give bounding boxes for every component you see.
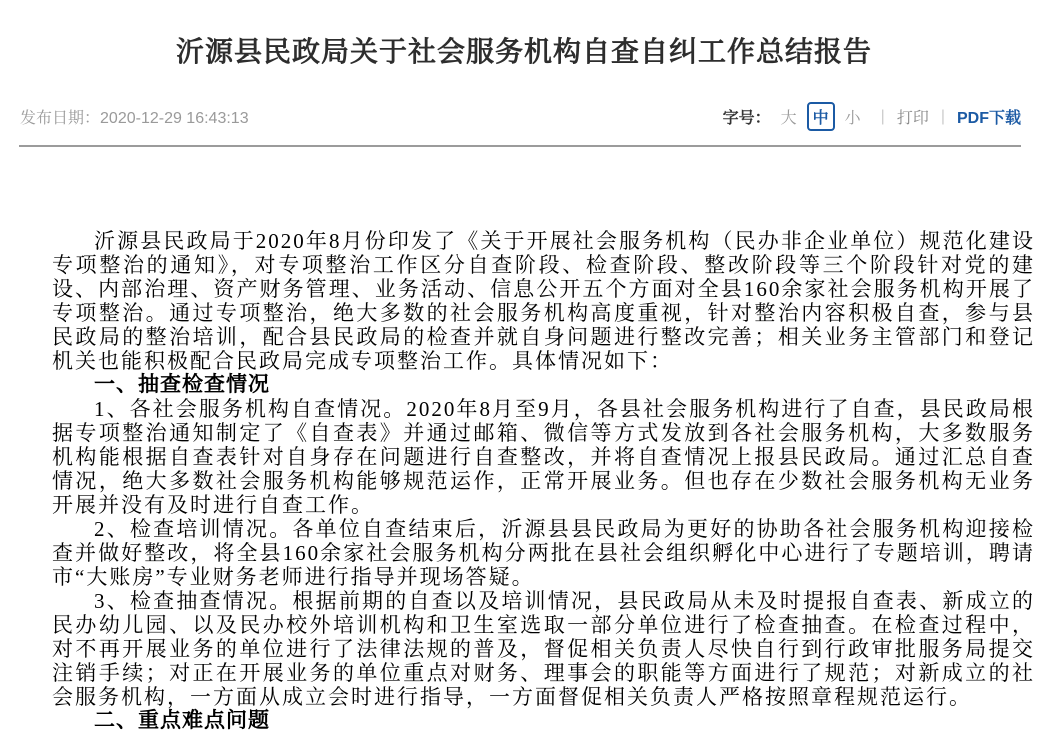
- publish-date-label: 发布日期：: [20, 110, 101, 127]
- meta-row: [20, 102, 1021, 131]
- article-toolbar: [723, 102, 1021, 131]
- header-divider: [19, 145, 1021, 147]
- font-size-large-button[interactable]: 大: [780, 110, 797, 127]
- article-paragraph: 3、检查抽查情况。根据前期的自查以及培训情况，县民政局从未及时提报自查表、新成立的民办幼儿园、以及民办校外培训机构和卫生室选取一部分单位进行了检查抽查。在检查过程中，对不再开展业务的单位进行了法律法规的普及，督促相关负责人尽快自行到行政审批服务局提交注销手续；对正在开展业务的单位重点对财务、理事会的职能等方面进行了规范；对新成立的社会服务机构，一方面从成立会时进行指导，一方面督促相关负责人严格按照章程规范运行。: [52, 589, 1035, 709]
- toolbar-separator: |: [880, 107, 885, 125]
- toolbar-separator: |: [940, 107, 945, 125]
- pdf-download-button[interactable]: PDF下载: [956, 110, 1021, 127]
- font-size-label: 字号：: [722, 110, 771, 127]
- publish-date-value: 2020-12-29 16:43:13: [100, 110, 249, 127]
- article-body: [52, 229, 1035, 733]
- page-title: 沂源县民政局关于社会服务机构自查自纠工作总结报告: [175, 36, 872, 67]
- article-paragraph: 沂源县民政局于2020年8月份印发了《关于开展社会服务机构（民办非企业单位）规范化建设专项整治的通知》，对专项整治工作区分自查阶段、检查阶段、整改阶段等三个阶段针对党的建设、内部治理、资产财务管理、业务活动、信息公开五个方面对全县160余家社会服务机构开展了专项整治。通过专项整治，绝大多数的社会服务机构高度重视，针对整治内容积极自查，参与县民政局的整治培训，配合县民政局的检查并就自身问题进行整改完善；相关业务主管部门和登记机关也能积极配合民政局完成专项整治工作。具体情况如下：: [52, 229, 1035, 373]
- article-heading-1: 一、抽查检查情况: [94, 373, 270, 396]
- font-size-small-button[interactable]: 小: [844, 110, 861, 127]
- article-paragraph: 2、检查培训情况。各单位自查结束后，沂源县县民政局为更好的协助各社会服务机构迎接检查并做好整改，将全县160余家社会服务机构分两批在县社会组织孵化中心进行了专题培训，聘请市“大账房”专业财务老师进行指导并现场答疑。: [52, 517, 1035, 589]
- article-heading-2: 二、重点难点问题: [94, 709, 270, 732]
- font-size-medium-button[interactable]: 中: [807, 102, 835, 131]
- article-paragraph: 1、各社会服务机构自查情况。2020年8月至9月，各县社会服务机构进行了自查，县民政局根据专项整治通知制定了《自查表》并通过邮箱、微信等方式发放到各社会服务机构，大多数服务机构能根据自查表针对自身存在问题进行自查整改，并将自查情况上报县民政局。通过汇总自查情况，绝大多数社会服务机构能够规范运作，正常开展业务。但也存在少数社会服务机构无业务开展并没有及时进行自查工作。: [52, 397, 1035, 517]
- print-button[interactable]: 打印: [896, 110, 929, 127]
- publish-date: [20, 105, 249, 128]
